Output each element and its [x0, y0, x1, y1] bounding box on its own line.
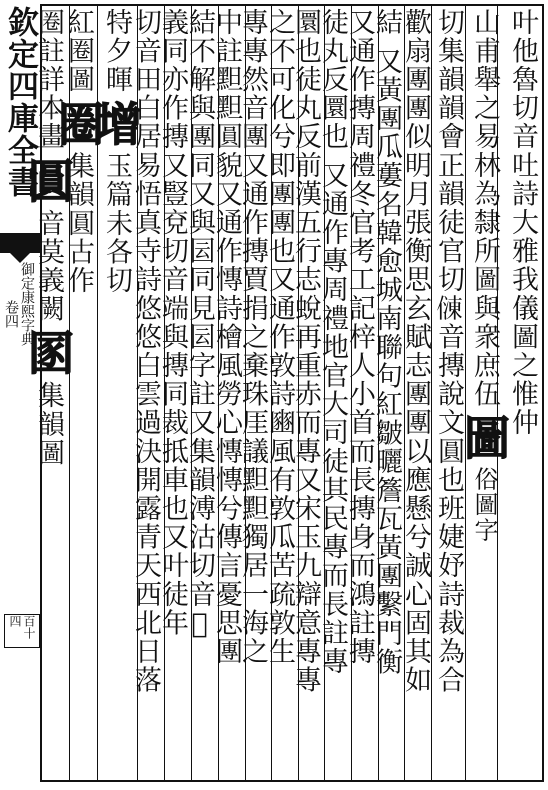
column-text: 又通作摶賈捐之棄珠厓議䵣䵣獨居一海之 [237, 151, 268, 666]
headword-tu: 圖 [457, 414, 511, 461]
column-text: 結 [371, 8, 402, 37]
column-text: 音莫義闕 [33, 209, 64, 324]
text-column-12 [184, 8, 219, 780]
column-text: 專專然音團 [237, 8, 268, 151]
text-column-11 [211, 8, 246, 780]
text-column-2 [457, 8, 511, 780]
headword-hun: 圂 [21, 329, 75, 376]
text-column-4 [400, 8, 435, 780]
column-text: 結不解與團同 [184, 8, 215, 180]
text-column-1 [506, 8, 542, 780]
column-text: 又通作慱詩檜風勞心慱慱兮傳言憂思團 [211, 179, 242, 666]
column-text: 切音田白居易悟真寺詩悠悠白雲過決開露青天西北日落 [130, 8, 161, 695]
headword-juan: 圈 [51, 99, 105, 146]
column-text: 圜也徒丸反前漢五行志蛻再重赤而專又宋玉九辯意專專 [290, 8, 321, 695]
text-column-16 [51, 8, 105, 780]
column-text: 玉篇未各切 [101, 151, 132, 295]
text-column-8 [290, 8, 325, 780]
text-column-5 [371, 8, 406, 780]
text-column-7 [317, 8, 352, 780]
column-text: 切集韻韻會正韻徒官切𠍀音摶說文圓也班婕妤詩裁為合 [433, 8, 464, 695]
column-text: 又豎兗切音端與摶同裁抵車也 [157, 151, 188, 523]
column-text: 集韻圖 [33, 381, 64, 468]
column-text: 又通作摶周禮冬官考工記梓人小首而長摶身而鴻註摶 [344, 8, 375, 666]
column-text: 特夕暉 [101, 8, 132, 94]
book-title: 御定康熙字典 [19, 262, 35, 346]
column-text: 歡扇團團似明月張衡思玄賦志團團以應懸兮誠心固其如 [400, 8, 431, 695]
column-text: 又集韻溥沽切音𢧐 [184, 408, 215, 642]
library-title: 欽定四庫全書 [2, 6, 38, 198]
column-text: 又與囩同見囩字註 [184, 179, 215, 409]
column-text: 又黃團瓜蔞名韓愈城南聯句紅皺曬簷瓦黃團繫門衡 [371, 46, 402, 676]
headword-mo: 圓 [21, 157, 75, 203]
text-column-15 [89, 8, 143, 780]
column-text: 之不可化兮即團團也 [264, 8, 295, 266]
volume-number: 卷四 [3, 300, 19, 328]
column-text: 俗圖字 [470, 466, 498, 544]
headword-zeng: 增 [89, 99, 143, 146]
column-text: 山甫舉之易林為隸所圖與衆庶伍 [469, 8, 500, 409]
text-column-6 [344, 8, 379, 780]
text-column-9 [264, 8, 299, 780]
column-text: 又通作敦詩豳風有敦瓜苦疏敦生 [264, 265, 295, 666]
column-text: 集韻圓古作 [63, 151, 94, 295]
column-text: 又叶徒年 [157, 522, 188, 638]
text-column-10 [237, 8, 272, 780]
column-text: 紅圈圖 [63, 8, 94, 94]
column-text: 又通作專周禮地官大司徒其民專而長註專 [317, 161, 348, 676]
column-text: 義同亦作摶 [157, 8, 188, 151]
page-number: 百十四 [4, 614, 40, 648]
column-text: 圈註詳本畫 [33, 8, 64, 151]
text-column-13 [157, 8, 192, 780]
text-column-14 [130, 8, 165, 780]
column-text: 叶他魯切音吐詩大雅我儀圖之惟仲 [507, 8, 538, 437]
column-text: 中註䵣䵣圓貌 [211, 8, 242, 180]
column-text: 徒丸反圜也 [317, 8, 348, 151]
text-column-3 [433, 8, 468, 780]
